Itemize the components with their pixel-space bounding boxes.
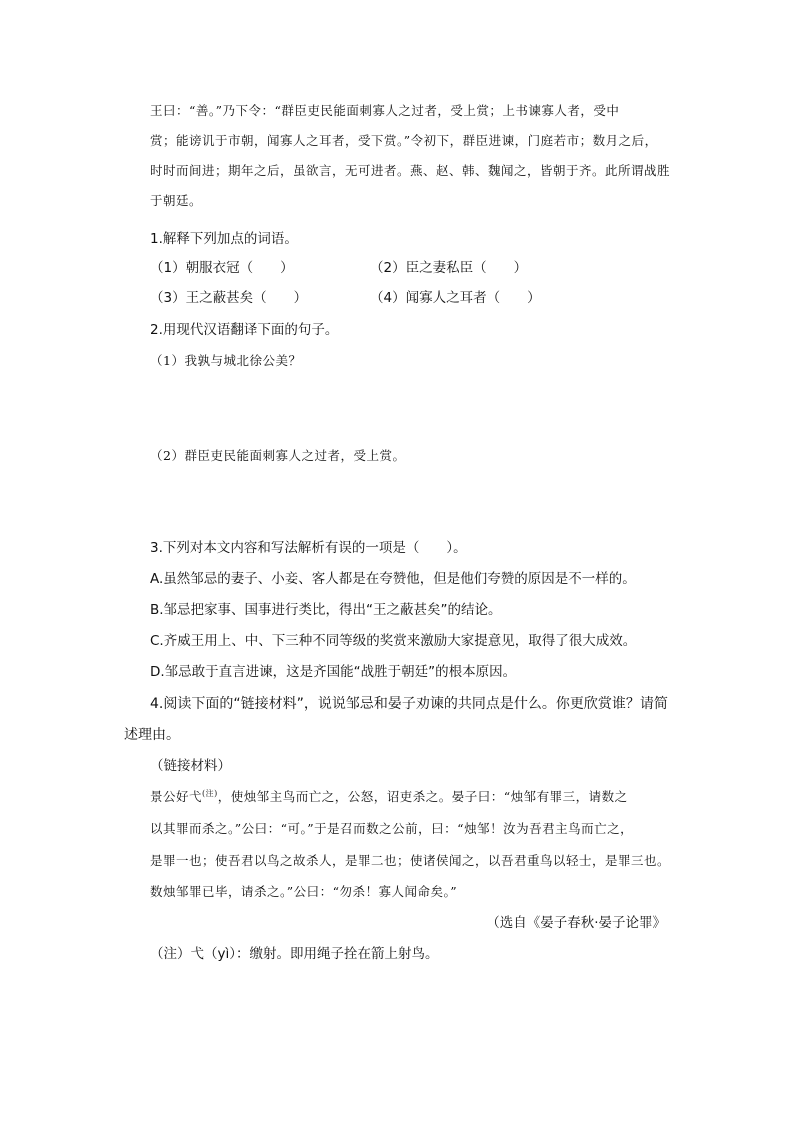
material-source: （选自《晏子春秋·晏子论罪》 xyxy=(486,915,666,931)
material-line-4: 数烛邹罪已毕，请杀之。”公曰：“勿杀！寡人闻命矣。” xyxy=(150,884,458,899)
question-1-item-4: （4）闻寡人之耳者（ ） xyxy=(370,290,541,306)
material-line-1-head: 景公好弋 xyxy=(150,789,203,804)
question-1-title: 1.解释下列加点的词语。 xyxy=(150,231,298,247)
question-4-title-line-1: 4.阅读下面的“链接材料”，说说邹忌和晏子劝谏的共同点是什么。你更欣赏谁？请简 xyxy=(150,696,668,712)
passage-line-4: 于朝廷。 xyxy=(150,193,203,208)
question-3-title: 3.下列对本文内容和写法解析有误的一项是（ ）。 xyxy=(150,540,467,556)
question-1-item-3: （3）王之蔽甚矣（ ） xyxy=(150,290,308,306)
passage-line-3: 时时而间进；期年之后，虽欲言，无可进者。燕、赵、韩、魏闻之，皆朝于齐。此所谓战胜 xyxy=(150,163,671,178)
material-line-3: 是罪一也；使吾君以鸟之故杀人，是罪二也；使诸侯闻之，以吾君重鸟以轻士，是罪三也。 xyxy=(150,853,671,868)
question-2-sentence-2: （2）群臣吏民能面刺寡人之过者，受上赏。 xyxy=(150,448,406,463)
material-line-2: 以其罪而杀之。”公曰：“可。”于是召而数之公前，曰：“烛邹！汝为吾君主鸟而亡之， xyxy=(150,821,634,836)
question-4-title-line-2: 述理由。 xyxy=(124,727,180,743)
material-label: （链接材料） xyxy=(150,758,231,774)
passage-line-1: 王曰：“善。”乃下令：“群臣吏民能面刺寡人之过者，受上赏；上书谏寡人者，受中 xyxy=(150,103,620,118)
question-3-option-a: A.虽然邹忌的妻子、小妾、客人都是在夸赞他，但是他们夸赞的原因是不一样的。 xyxy=(150,571,636,587)
material-line-1 xyxy=(150,787,628,807)
passage-line-2: 赏；能谤讥于市朝，闻寡人之耳者，受下赏。”令初下，群臣进谏，门庭若市；数月之后， xyxy=(150,133,658,148)
answer-space-1[interactable] xyxy=(150,375,650,435)
note-mark: (注) xyxy=(202,788,218,798)
question-1-item-1: （1）朝服衣冠（ ） xyxy=(150,260,294,276)
material-line-1-tail: ，使烛邹主鸟而亡之，公怒，诏吏杀之。晏子曰：“烛邹有罪三，请数之 xyxy=(217,789,628,804)
answer-space-2[interactable] xyxy=(150,470,650,530)
question-3-option-d: D.邹忌敢于直言进谏，这是齐国能“战胜于朝廷”的根本原因。 xyxy=(150,664,517,680)
question-1-item-2: （2）臣之妻私臣（ ） xyxy=(370,260,528,276)
material-note: （注）弋（yì）：缴射。即用绳子拴在箭上射鸟。 xyxy=(150,946,439,962)
question-3-option-b: B.邹忌把家事、国事进行类比，得出“王之蔽甚矣”的结论。 xyxy=(150,602,502,618)
question-2-sentence-1: （1）我孰与城北徐公美？ xyxy=(150,353,302,368)
question-3-option-c: C.齐威王用上、中、下三种不同等级的奖赏来激励大家提意见，取得了很大成效。 xyxy=(150,633,637,649)
question-2-title: 2.用现代汉语翻译下面的句子。 xyxy=(150,322,339,338)
